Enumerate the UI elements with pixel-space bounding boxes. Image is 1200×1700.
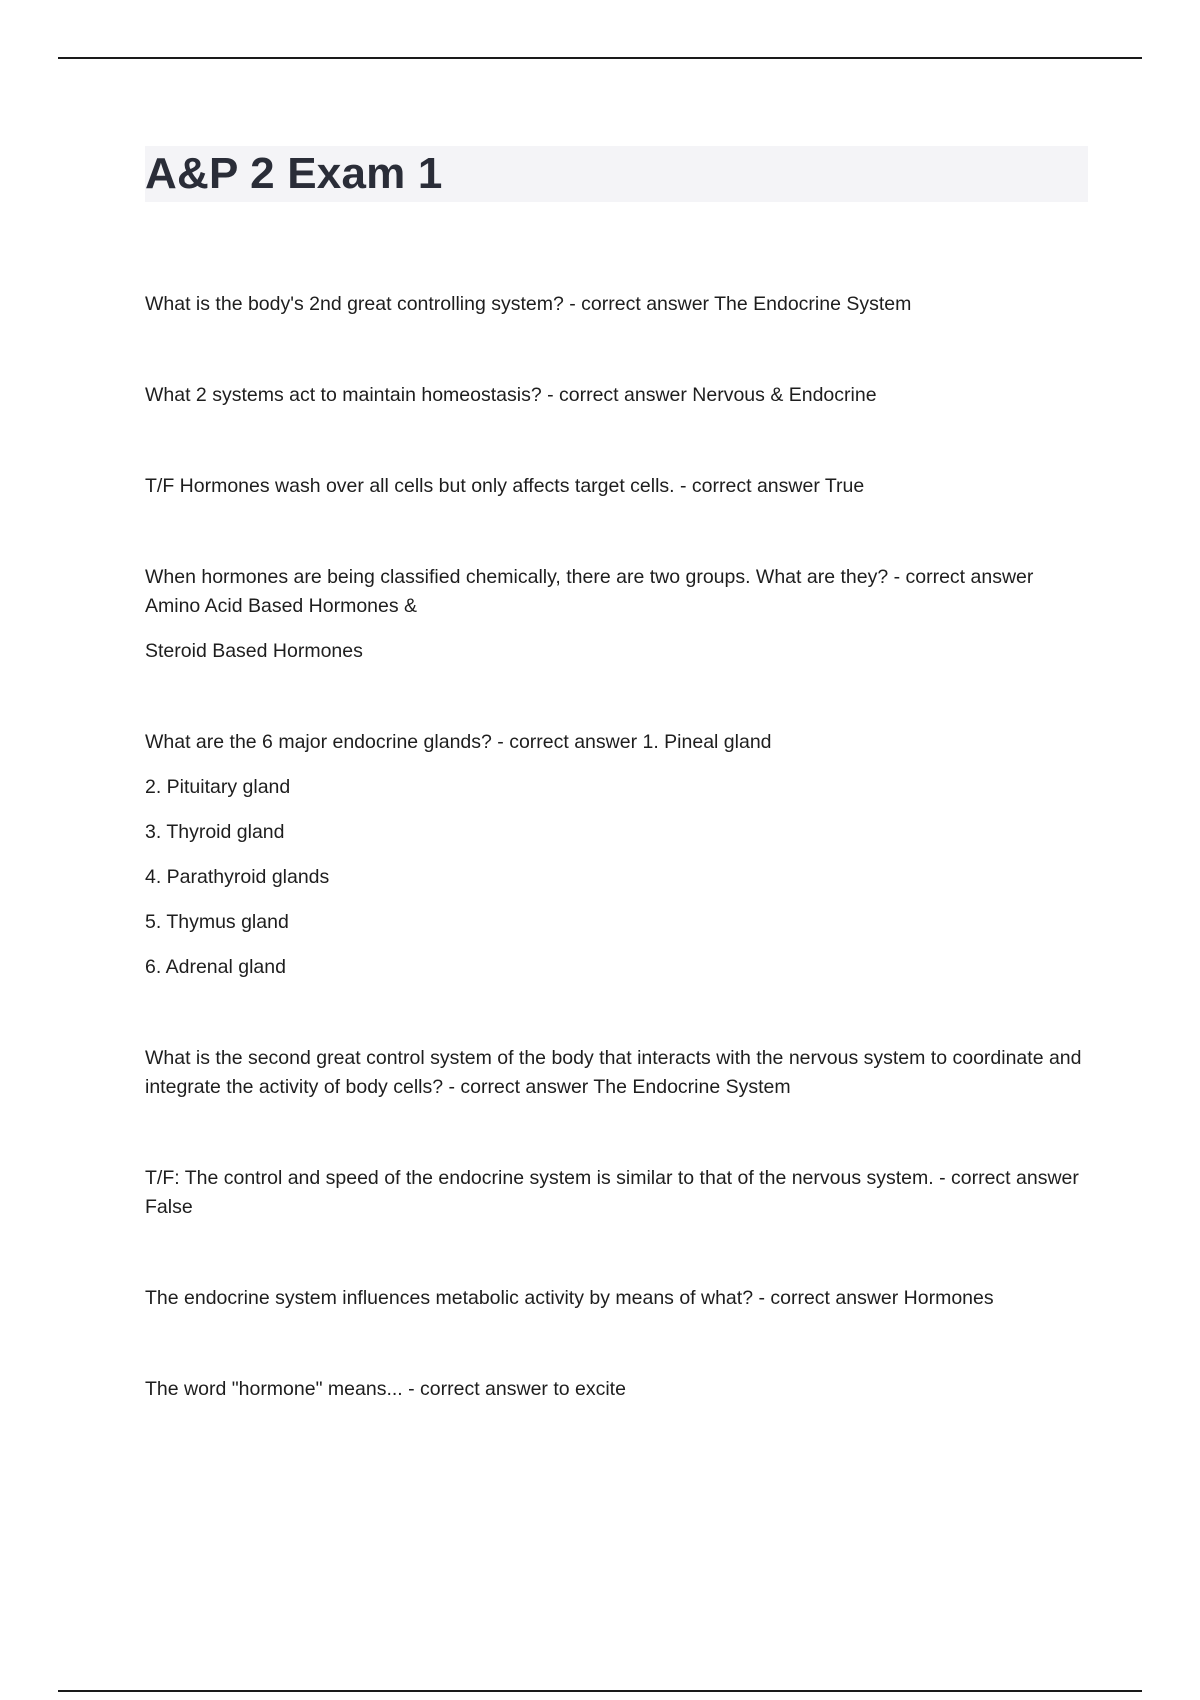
qa-text: T/F: The control and speed of the endocrine system is similar to that of the nervous system. - correct answer False [145, 1167, 1079, 1218]
qa-text: The endocrine system influences metabolic activity by means of what? - correct answer Hormones [145, 1287, 994, 1309]
qa-item [145, 290, 1085, 319]
qa-text: The word "hormone" means... - correct answer to excite [145, 1378, 626, 1400]
title-banner [145, 146, 1088, 202]
gland-list-item: 2. Pituitary gland [145, 776, 291, 798]
top-rule [58, 57, 1142, 59]
gland-list-item: 5. Thymus gland [145, 911, 289, 933]
gland-list-item: 6. Adrenal gland [145, 956, 286, 978]
gland-list-item: 4. Parathyroid glands [145, 866, 330, 888]
qa-text: What are the 6 major endocrine glands? - correct answer 1. Pineal gland [145, 731, 772, 753]
bottom-rule [58, 1690, 1142, 1692]
qa-item [145, 563, 1085, 666]
qa-item [145, 1375, 1085, 1404]
qa-item [145, 472, 1085, 501]
qa-text: T/F Hormones wash over all cells but only affects target cells. - correct answer True [145, 475, 865, 497]
gland-list-item: 3. Thyroid gland [145, 821, 285, 843]
qa-text: When hormones are being classified chemically, there are two groups. What are they? - correct answer Amino Acid Based Hormones & [145, 566, 1034, 617]
qa-text: What 2 systems act to maintain homeostasis? - correct answer Nervous & Endocrine [145, 384, 877, 406]
qa-item [145, 381, 1085, 410]
qa-list [145, 290, 1085, 1404]
qa-item [145, 1284, 1085, 1313]
qa-item [145, 728, 1085, 982]
qa-item [145, 1044, 1085, 1102]
qa-item [145, 1164, 1085, 1222]
page-title: A&P 2 Exam 1 [145, 149, 443, 198]
qa-text: What is the second great control system of the body that interacts with the nervous system to coordinate and integrate the activity of body cells? - correct answer The Endocrine System [145, 1047, 1082, 1098]
qa-answer-continued: Steroid Based Hormones [145, 640, 363, 662]
qa-text: What is the body's 2nd great controlling system? - correct answer The Endocrine System [145, 293, 912, 315]
